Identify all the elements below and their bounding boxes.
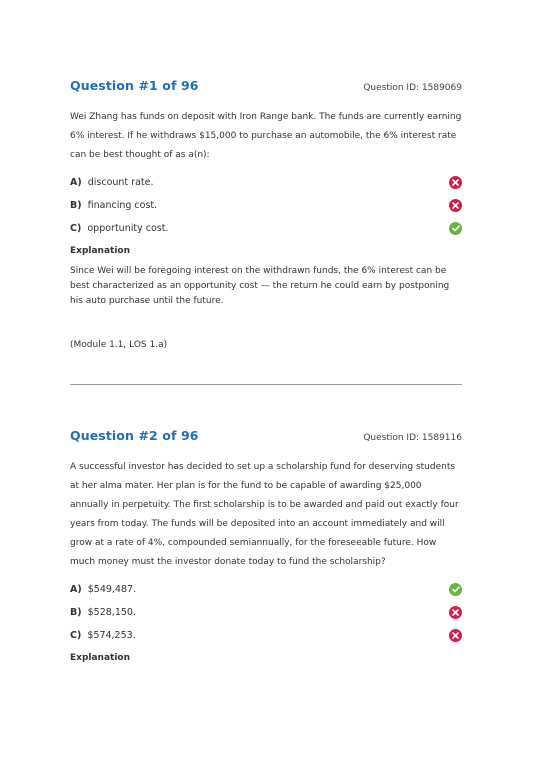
choice-label	[70, 177, 154, 188]
question-divider	[70, 384, 462, 385]
answer-choice-a[interactable]	[70, 578, 462, 601]
choice-letter: A)	[70, 177, 82, 188]
answer-choice-c[interactable]	[70, 217, 462, 240]
question-header	[70, 428, 462, 448]
choice-label	[70, 630, 136, 641]
choice-text: financing cost.	[87, 200, 158, 211]
answer-choices	[70, 578, 462, 647]
answer-choice-b[interactable]	[70, 601, 462, 624]
question-block-1	[70, 78, 462, 350]
explanation-text: Since Wei will be foregoing interest on the withdrawn funds, the 6% interest can be best characterized as an opportunity cost — the return he could earn by postponing his auto purchase until the future.	[70, 266, 450, 306]
question-id: Question ID: 1589069	[363, 83, 462, 93]
choice-text: discount rate.	[87, 177, 154, 188]
answer-choice-a[interactable]	[70, 171, 462, 194]
x-circle-icon	[449, 606, 462, 619]
choice-label	[70, 223, 168, 234]
choice-letter: C)	[70, 630, 82, 641]
check-circle-icon	[449, 583, 462, 596]
answer-choices	[70, 171, 462, 240]
explanation-heading: Explanation	[70, 246, 131, 256]
choice-text: $528,150.	[87, 607, 136, 618]
x-circle-icon	[449, 176, 462, 189]
question-stem: Wei Zhang has funds on deposit with Iron Range bank. The funds are currently earning 6% interest. If he withdraws $15,000 to purchase an automobile, the 6% interest rate can be best thought of as a(n):	[70, 112, 462, 160]
explanation-heading: Explanation	[70, 653, 131, 663]
x-circle-icon	[449, 629, 462, 642]
question-block-2	[70, 428, 462, 663]
question-header	[70, 78, 462, 98]
question-title: Question #2 of 96	[70, 428, 199, 443]
explanation-reference: (Module 1.1, LOS 1.a)	[70, 340, 168, 350]
question-title: Question #1 of 96	[70, 78, 199, 93]
choice-letter: C)	[70, 223, 82, 234]
answer-choice-b[interactable]	[70, 194, 462, 217]
choice-letter: B)	[70, 607, 82, 618]
choice-label	[70, 584, 136, 595]
choice-text: opportunity cost.	[87, 223, 169, 234]
x-circle-icon	[449, 199, 462, 212]
question-id: Question ID: 1589116	[363, 433, 462, 443]
choice-text: $549,487.	[87, 584, 137, 595]
choice-label	[70, 607, 136, 618]
choice-letter: B)	[70, 200, 82, 211]
choice-letter: A)	[70, 584, 82, 595]
choice-label	[70, 200, 157, 211]
choice-text: $574,253.	[87, 630, 136, 641]
answer-choice-c[interactable]	[70, 624, 462, 647]
check-circle-icon	[449, 222, 462, 235]
question-stem: A successful investor has decided to set up a scholarship fund for deserving students at her alma mater. Her plan is for the fund to be capable of awarding $25,000 annually in perpetuity. The first scholarship is to be awarded and paid out exactly four years from today. The funds will be deposited into an account immediately and will grow at a rate of 4%, compounded semiannually, for the foreseeable future. How much money must the investor donate today to fund the scholarship?	[70, 462, 459, 567]
